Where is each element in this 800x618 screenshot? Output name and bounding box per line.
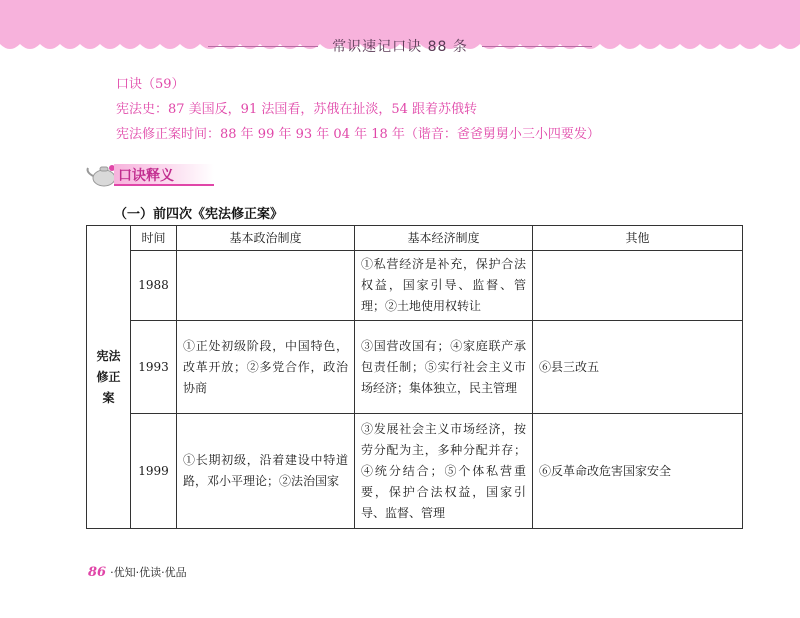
cell-year: 1988: [131, 251, 177, 321]
cell-other: ⑥反革命改危害国家安全: [533, 414, 743, 529]
table-row: [87, 321, 743, 414]
header: [0, 34, 800, 58]
cell-economic: ③发展社会主义市场经济，按劳分配为主，多种分配并存；④统分结合；⑤个体私营重要，保护合法权益，国家引导、监督、管理: [355, 414, 533, 529]
cell-political: ①正处初级阶段，中国特色，改革开放；②多党合作，政治协商: [177, 321, 355, 414]
cell-year: 1993: [131, 321, 177, 414]
subsection-title: （一）前四次《宪法修正案》: [114, 207, 284, 222]
mnemonic-amendment-years: 宪法修正案时间：88 年 99 年 93 年 04 年 18 年（谐音：爸爸舅舅小三小四要发）: [116, 127, 600, 142]
footer: [88, 562, 187, 582]
section-heading: [84, 158, 224, 192]
mnemonic-title: 口诀（59）: [116, 77, 185, 92]
table-header-row: [87, 226, 743, 251]
row-header-amendment: 宪法修正案: [87, 226, 131, 529]
cell-other: ⑥县三改五: [533, 321, 743, 414]
table-row: [87, 414, 743, 529]
section-label: 口诀释义: [118, 168, 174, 184]
mnemonic-constitution-history: 宪法史：87 美国反，91 法国看，苏俄在扯淡，54 跟着苏俄转: [116, 102, 478, 117]
amendments-table: [86, 225, 743, 529]
table-row: [87, 251, 743, 321]
mnemonic-block: [116, 72, 756, 147]
cell-year: 1999: [131, 414, 177, 529]
cell-political: ①长期初级，沿着建设中特道路，邓小平理论；②法治国家: [177, 414, 355, 529]
footer-slogan: ·优知·优读·优品: [110, 566, 187, 579]
header-title: 常识速记口诀 88 条: [332, 39, 468, 55]
column-header-economic: 基本经济制度: [355, 226, 533, 251]
column-header-political: 基本政治制度: [177, 226, 355, 251]
cell-economic: ①私营经济是补充，保护合法权益，国家引导、监督、管理；②土地使用权转让: [355, 251, 533, 321]
header-rule-left: [208, 46, 318, 47]
cell-other: [533, 251, 743, 321]
column-header-time: 时间: [131, 226, 177, 251]
page-number: 86: [88, 564, 107, 580]
cell-political: [177, 251, 355, 321]
header-rule-right: [482, 46, 592, 47]
column-header-other: 其他: [533, 226, 743, 251]
cell-economic: ③国营改国有；④家庭联产承包责任制；⑤实行社会主义市场经济；集体独立，民主管理: [355, 321, 533, 414]
